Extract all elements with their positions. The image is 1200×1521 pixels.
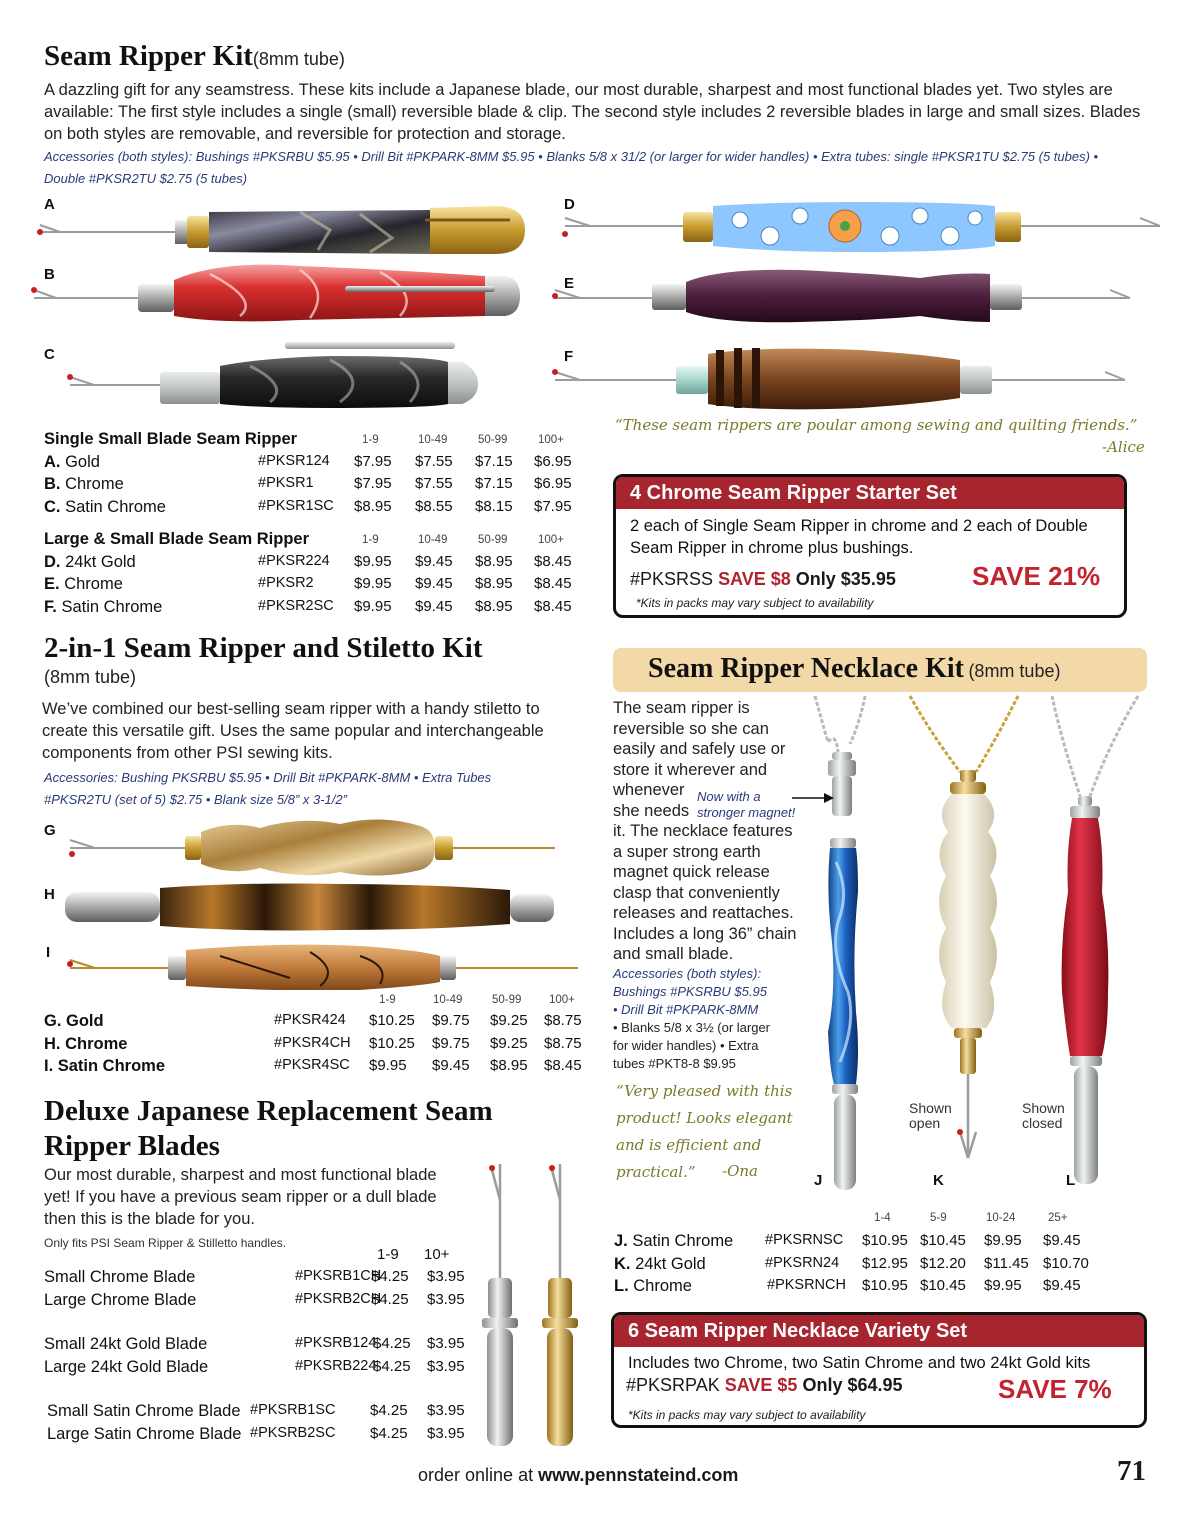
qty-col-1: 1-9: [377, 1246, 399, 1263]
shown-closed-line: closed: [1022, 1115, 1063, 1131]
table-row: [44, 553, 574, 576]
row-price: $8.95: [475, 575, 513, 592]
necklace-desc-line: Includes a long 36” chain: [613, 924, 797, 943]
magnet-note-line: Now with a: [697, 789, 761, 804]
row-price: $8.45: [534, 552, 572, 570]
row-price: $12.95: [862, 1254, 908, 1272]
table-row: [44, 1035, 584, 1058]
necklace-accessories: [613, 965, 770, 1073]
footer-order-online: [418, 1465, 738, 1486]
qty-col-2: 10-49: [418, 434, 448, 446]
blades-price-table: [44, 1246, 484, 1447]
row-price: $9.25: [490, 1034, 528, 1052]
photo-label-a: A: [44, 196, 55, 213]
row-price: $8.15: [475, 497, 513, 515]
blades-desc-line: yet! If you have a previous seam ripper or a dull blade: [44, 1188, 437, 1206]
row-sku: #PKSR4CH: [274, 1034, 351, 1051]
row-name: 24kt Gold: [635, 1254, 706, 1273]
necklace-desc-line: The seam ripper is: [613, 699, 750, 717]
row-price: $4.25: [370, 1402, 408, 1419]
row-sku: #PKSRN24: [765, 1254, 840, 1271]
kit1-desc-line: on both styles are removable, and reversible for protection and storage.: [44, 125, 566, 143]
row-price: $12.20: [920, 1254, 966, 1272]
necklace-tube: (8mm tube): [968, 661, 1061, 681]
photo-label-b: B: [44, 266, 55, 283]
starter-set-offer: [630, 569, 896, 590]
row-price: $7.95: [354, 475, 392, 492]
blades-description: [44, 1164, 437, 1230]
photo-label-h: H: [44, 886, 55, 903]
single-blade-price-table: [44, 430, 574, 520]
qty-col-1: 1-9: [379, 994, 396, 1006]
blades-title-line: Deluxe Japanese Replacement Seam: [44, 1095, 493, 1127]
row-sku: #PKSR2: [258, 575, 314, 591]
kit2-tube: (8mm tube): [44, 667, 137, 687]
necklace-desc-line: she needs: [613, 801, 690, 820]
row-price: $9.95: [369, 1057, 407, 1074]
row-price: $10.45: [920, 1232, 966, 1249]
row-name: Large Chrome Blade: [44, 1290, 197, 1309]
table-row: [44, 475, 574, 498]
photo-label-c: C: [44, 346, 55, 363]
kit2-desc-line: We’ve combined our best-selling seam ripper with a handy stiletto to: [42, 700, 540, 718]
row-name: I. Satin Chrome: [44, 1057, 166, 1075]
row-price: $9.95: [354, 552, 392, 570]
variety-price: Only $64.95: [802, 1375, 903, 1395]
row-letter: B.: [44, 475, 61, 493]
kit1-acc-line: Double #PKSR2TU $2.75 (5 tubes): [44, 171, 248, 186]
qty-col-3: 10-24: [986, 1212, 1016, 1224]
kit1-heading: [44, 40, 345, 73]
row-price: $10.95: [862, 1277, 908, 1294]
row-price: $9.45: [1043, 1232, 1081, 1249]
row-price: $9.45: [415, 552, 453, 570]
table-row: [44, 575, 574, 598]
row-price: $7.55: [415, 452, 453, 470]
row-letter: L.: [614, 1277, 629, 1295]
row-price: $7.15: [475, 452, 513, 470]
row-sku: #PKSRNSC: [765, 1232, 844, 1248]
ona-quote-author: -Ona: [722, 1162, 758, 1180]
product-c-image: [67, 342, 478, 408]
photo-label-k: K: [933, 1172, 944, 1189]
row-price: $3.95: [427, 1402, 465, 1419]
necklace-desc-line: clasp that conveniently: [613, 883, 780, 902]
shown-open-label: [909, 1101, 952, 1131]
kit1-acc-line: Accessories (both styles): Bushings #PKSRBU $5.95 • Drill Bit #PKPARK-8MM $5.95 • Blanks 5/8 x 31/2 (or larger for wider handles) • Extra tubes: single #PKSR1TU $2.75 (5 tubes) •: [44, 149, 1099, 164]
necklace-desc-line: store it wherever and: [613, 760, 768, 779]
row-price: $6.95: [534, 475, 572, 492]
row-price: $8.45: [534, 575, 572, 592]
row-price: $11.45: [984, 1254, 1029, 1272]
ona-quote-line: and is efficient and: [616, 1136, 762, 1154]
qty-col-2: 10-49: [433, 994, 463, 1006]
product-i-image: [67, 945, 578, 990]
kit1-description: [44, 79, 1164, 145]
row-sku: #PKSR124: [258, 452, 330, 469]
magnet-note: [697, 789, 795, 821]
row-sku: #PKSRB1CH: [295, 1268, 382, 1284]
shown-closed-line: Shown: [1022, 1100, 1065, 1116]
row-price: $9.45: [1043, 1277, 1081, 1294]
variety-set-promo: [611, 1312, 1147, 1428]
table-row: [44, 1358, 484, 1381]
kit2-product-photos: [40, 810, 590, 990]
ona-quote-line: practical.”: [616, 1163, 696, 1181]
row-sku: #PKSR2SC: [258, 597, 334, 614]
row-name: Satin Chrome: [632, 1232, 734, 1250]
row-letter: A.: [44, 452, 61, 471]
variety-save-percent: SAVE 7%: [998, 1374, 1112, 1404]
qty-col-1: 1-9: [362, 534, 379, 546]
row-price: $9.95: [984, 1232, 1022, 1249]
starter-save-amount: SAVE $8: [718, 569, 791, 589]
blades-fit-note: Only fits PSI Seam Ripper & Stilletto handles.: [44, 1236, 287, 1250]
starter-price: Only $35.95: [795, 569, 896, 589]
necklace-desc-line: easily and safely use or: [613, 740, 786, 758]
row-name: Chrome: [633, 1277, 692, 1295]
necklace-desc-line: whenever: [613, 781, 685, 799]
kit1-accessories: [44, 146, 1098, 190]
row-price: $8.95: [354, 497, 392, 515]
photo-label-f: F: [564, 348, 574, 365]
table-header-row: [44, 990, 584, 1012]
row-price: $3.95: [427, 1290, 465, 1308]
necklace-title: Seam Ripper Necklace Kit: [648, 653, 964, 684]
table-row: [44, 1057, 584, 1080]
row-price: $9.95: [984, 1277, 1022, 1294]
row-price: $8.95: [490, 1057, 528, 1074]
row-price: $9.95: [354, 597, 392, 615]
table-row: [44, 453, 574, 476]
table-row: [44, 598, 574, 621]
kit2-title: 2-in-1 Seam Ripper and Stiletto Kit: [44, 632, 483, 664]
row-sku: #PKSRB124: [295, 1335, 377, 1351]
row-price: $10.95: [862, 1232, 908, 1249]
row-price: $8.95: [475, 552, 513, 570]
kit2-accessories: [44, 767, 491, 811]
row-price: $10.45: [920, 1277, 966, 1294]
alice-quote-author: -Alice: [1102, 438, 1145, 456]
row-price: $7.95: [534, 497, 572, 515]
necklace-desc-line: magnet quick release: [613, 863, 770, 881]
necklace-desc-line: and small blade.: [613, 945, 734, 963]
necklace-product-photos: [790, 692, 1150, 1202]
necklace-desc-line: releases and reattaches.: [613, 904, 794, 922]
photo-label-d: D: [564, 196, 575, 213]
row-price: $8.75: [544, 1034, 582, 1052]
kit2-desc-line: components from other PSI sewing kits.: [42, 744, 333, 762]
row-letter: D.: [44, 552, 61, 571]
ona-quote: [616, 1078, 793, 1186]
necklace-heading: [648, 653, 1060, 685]
row-letter: K.: [614, 1254, 631, 1273]
row-price: $8.45: [544, 1057, 582, 1074]
row-sku: #PKSRB224: [295, 1357, 377, 1374]
row-price: $9.45: [415, 597, 453, 615]
product-f-image: [552, 348, 1125, 409]
row-price: $10.25: [369, 1034, 415, 1052]
starter-note: *Kits in packs may vary subject to availability: [636, 596, 874, 610]
table-row: [614, 1255, 1114, 1278]
variety-sku: #PKSRPAK: [626, 1375, 720, 1395]
row-price: $9.45: [415, 575, 453, 592]
row-name: Satin Chrome: [61, 597, 163, 616]
row-price: $4.25: [370, 1424, 408, 1442]
row-name: Gold: [65, 452, 100, 471]
shown-closed-label: [1022, 1101, 1065, 1131]
row-price: $9.75: [432, 1034, 470, 1052]
table-row: [44, 1268, 484, 1291]
necklace-desc-line: it. The necklace features: [613, 822, 793, 840]
table-row: [44, 1335, 484, 1358]
ona-quote-line: product! Looks elegant: [616, 1109, 793, 1127]
variety-set-offer: [626, 1375, 903, 1396]
product-g-image: [69, 819, 555, 875]
variety-set-desc: Includes two Chrome, two Satin Chrome and two 24kt Gold kits: [628, 1354, 1091, 1372]
table-row: [614, 1232, 1114, 1255]
row-sku: #PKSRB2CH: [295, 1290, 382, 1307]
necklace-price-table: [614, 1208, 1114, 1300]
product-h-image: [65, 884, 554, 931]
website-link[interactable]: www.pennstateind.com: [538, 1465, 739, 1485]
row-name: Small Chrome Blade: [44, 1268, 196, 1286]
row-name: Large 24kt Gold Blade: [44, 1357, 209, 1376]
magnet-note-line: stronger magnet!: [697, 805, 796, 820]
row-letter: J.: [614, 1232, 628, 1250]
row-name: H. Chrome: [44, 1034, 128, 1053]
qty-col-4: 100+: [538, 534, 564, 546]
row-price: $8.55: [415, 497, 453, 515]
row-name: G. Gold: [44, 1012, 104, 1030]
necklace-desc-line: a super strong earth: [613, 842, 761, 861]
table-row: [44, 1012, 584, 1035]
row-sku: #PKSR224: [258, 552, 330, 569]
gold-blade-image: [542, 1164, 578, 1446]
table-header-row: [44, 530, 574, 553]
starter-set-promo: [613, 474, 1127, 618]
row-price: $9.95: [354, 575, 392, 592]
row-name: Small 24kt Gold Blade: [44, 1335, 208, 1353]
ona-quote-line: “Very pleased with this: [616, 1082, 793, 1100]
row-price: $10.25: [369, 1012, 415, 1029]
qty-col-3: 50-99: [478, 534, 508, 546]
footer-prefix: order online at: [418, 1465, 539, 1485]
chrome-blade-image: [482, 1164, 518, 1446]
qty-col-3: 50-99: [478, 434, 508, 446]
kit2-acc-line: Accessories: Bushing PKSRBU $5.95 • Drill Bit #PKPARK-8MM • Extra Tubes: [44, 770, 492, 785]
row-sku: #PKSRNCH: [767, 1277, 846, 1293]
table-row: [44, 498, 574, 521]
starter-save-percent: SAVE 21%: [972, 561, 1101, 591]
qty-col-4: 25+: [1048, 1212, 1068, 1224]
row-price: $4.25: [371, 1268, 409, 1285]
row-sku: #PKSR1SC: [258, 497, 334, 514]
row-letter: E.: [44, 575, 60, 593]
photo-label-i: I: [46, 944, 51, 961]
starter-set-desc: [616, 509, 1124, 559]
product-e-image: [552, 270, 1130, 323]
row-price: $7.55: [415, 475, 453, 492]
replacement-blades-image: [470, 1160, 600, 1460]
photo-label-j: J: [814, 1172, 823, 1189]
table-title: Single Small Blade Seam Ripper: [44, 430, 298, 448]
starter-sku: #PKSRSS: [630, 569, 714, 589]
blades-title: [44, 1094, 493, 1164]
qty-col-2: 5-9: [930, 1212, 947, 1224]
starter-desc-line: 2 each of Single Seam Ripper in chrome and 2 each of Double: [630, 517, 1088, 535]
row-price: $7.95: [354, 452, 392, 470]
row-name: 24kt Gold: [65, 552, 136, 571]
shown-open-line: Shown: [909, 1100, 952, 1116]
photo-label-e: E: [564, 275, 575, 292]
kit2-price-table: [44, 990, 584, 1080]
product-b-image: [31, 265, 520, 322]
row-price: $3.95: [427, 1424, 465, 1442]
row-letter: C.: [44, 497, 61, 516]
kit1-title: Seam Ripper Kit: [44, 40, 253, 72]
row-name: Satin Chrome: [65, 497, 166, 516]
qty-col-4: 100+: [538, 434, 564, 446]
product-d-image: [562, 202, 1160, 252]
row-price: $8.75: [544, 1012, 582, 1029]
row-price: $7.15: [475, 475, 513, 492]
qty-col-3: 50-99: [492, 994, 522, 1006]
necklace-acc-line: for wider handles) • Extra: [613, 1038, 759, 1053]
blades-title-line: Ripper Blades: [44, 1130, 220, 1162]
necklace-description: [613, 698, 796, 965]
necklace-acc-line: • Blanks 5/8 x 3½ (or larger: [613, 1020, 771, 1035]
row-price: $9.25: [490, 1012, 528, 1029]
kit1-desc-line: available: The first style includes a single (small) reversible blade & clip. The second style includes 2 reversible blades in large and small sizes. Blades: [44, 103, 1141, 121]
variety-note: *Kits in packs may vary subject to availability: [628, 1408, 866, 1422]
row-sku: #PKSR1: [258, 475, 314, 491]
row-name: Chrome: [64, 575, 123, 593]
row-sku: #PKSRB2SC: [250, 1424, 336, 1441]
variety-set-title: 6 Seam Ripper Necklace Variety Set: [614, 1315, 1144, 1347]
large-small-blade-price-table: [44, 530, 574, 620]
row-letter: F.: [44, 597, 57, 616]
necklace-acc-line: tubes #PKT8-8 $9.95: [613, 1056, 736, 1071]
qty-col-1: 1-4: [874, 1212, 891, 1224]
row-price: $4.25: [371, 1290, 409, 1308]
shown-open-line: open: [909, 1115, 941, 1131]
starter-set-title: 4 Chrome Seam Ripper Starter Set: [616, 477, 1124, 509]
kit2-acc-line: #PKSR2TU (set of 5) $2.75 • Blank size 5/8” x 3-1/2”: [44, 792, 347, 807]
table-header-row: [44, 1246, 484, 1268]
kit1-desc-line: A dazzling gift for any seamstress. These kits include a Japanese blade, our most durable, sharpest and most functional blades yet. Two styles are: [44, 81, 1113, 99]
photo-label-g: G: [44, 822, 56, 839]
alice-quote: “These seam rippers are poular among sewing and quilting friends.”: [615, 416, 1138, 434]
row-price: $9.45: [432, 1057, 470, 1074]
necklace-l-image: [1052, 696, 1138, 1184]
kit2-desc-line: create this versatile gift. Uses the same popular and interchangeable: [42, 722, 544, 740]
necklace-k-image: [910, 696, 1018, 1158]
row-price: $10.70: [1043, 1254, 1089, 1272]
table-row: [614, 1277, 1114, 1300]
starter-desc-line: Seam Ripper in chrome plus bushings.: [630, 539, 914, 557]
table-row: [44, 1402, 484, 1425]
table-title: Large & Small Blade Seam Ripper: [44, 530, 310, 548]
row-price: $8.95: [475, 597, 513, 615]
kit1-product-photos: [0, 190, 1200, 420]
row-price: $6.95: [534, 452, 572, 470]
table-row: [44, 1425, 484, 1448]
kit1-tube: (8mm tube): [252, 49, 345, 69]
variety-save-amount: SAVE $5: [724, 1375, 798, 1395]
necklace-j-image: [815, 696, 865, 1190]
row-sku: #PKSRB1SC: [250, 1402, 336, 1418]
table-header-row: [44, 430, 574, 453]
row-price: $3.95: [427, 1268, 465, 1285]
row-price: $3.95: [427, 1357, 465, 1375]
row-name: Large Satin Chrome Blade: [47, 1424, 242, 1443]
qty-col-1: 1-9: [362, 434, 379, 446]
table-header-row: [614, 1208, 1114, 1232]
row-price: $4.25: [373, 1335, 411, 1352]
qty-col-4: 100+: [549, 994, 575, 1006]
row-price: $8.45: [534, 597, 572, 615]
qty-col-2: 10+: [424, 1246, 450, 1263]
row-price: $3.95: [427, 1335, 465, 1352]
necklace-desc-line: reversible so she can: [613, 719, 769, 738]
product-a-image: [37, 206, 525, 254]
kit2-description: [42, 698, 544, 764]
row-sku: #PKSR424: [274, 1012, 346, 1028]
arrow-icon: [792, 793, 834, 803]
photo-label-l: L: [1066, 1172, 1076, 1189]
row-sku: #PKSR4SC: [274, 1057, 350, 1073]
necklace-acc-line: Bushings #PKSRBU $5.95: [613, 984, 767, 999]
page-number: 71: [1117, 1455, 1146, 1487]
necklace-acc-line: Accessories (both styles):: [613, 966, 762, 981]
table-row: [44, 1291, 484, 1314]
qty-col-2: 10-49: [418, 534, 448, 546]
row-price: $4.25: [373, 1357, 411, 1375]
blades-desc-line: then this is the blade for you.: [44, 1210, 255, 1228]
blades-desc-line: Our most durable, sharpest and most functional blade: [44, 1166, 437, 1184]
row-price: $9.75: [432, 1012, 470, 1029]
row-name: Small Satin Chrome Blade: [47, 1402, 241, 1420]
row-name: Chrome: [65, 475, 124, 493]
necklace-acc-line: • Drill Bit #PKPARK-8MM: [613, 1002, 759, 1017]
